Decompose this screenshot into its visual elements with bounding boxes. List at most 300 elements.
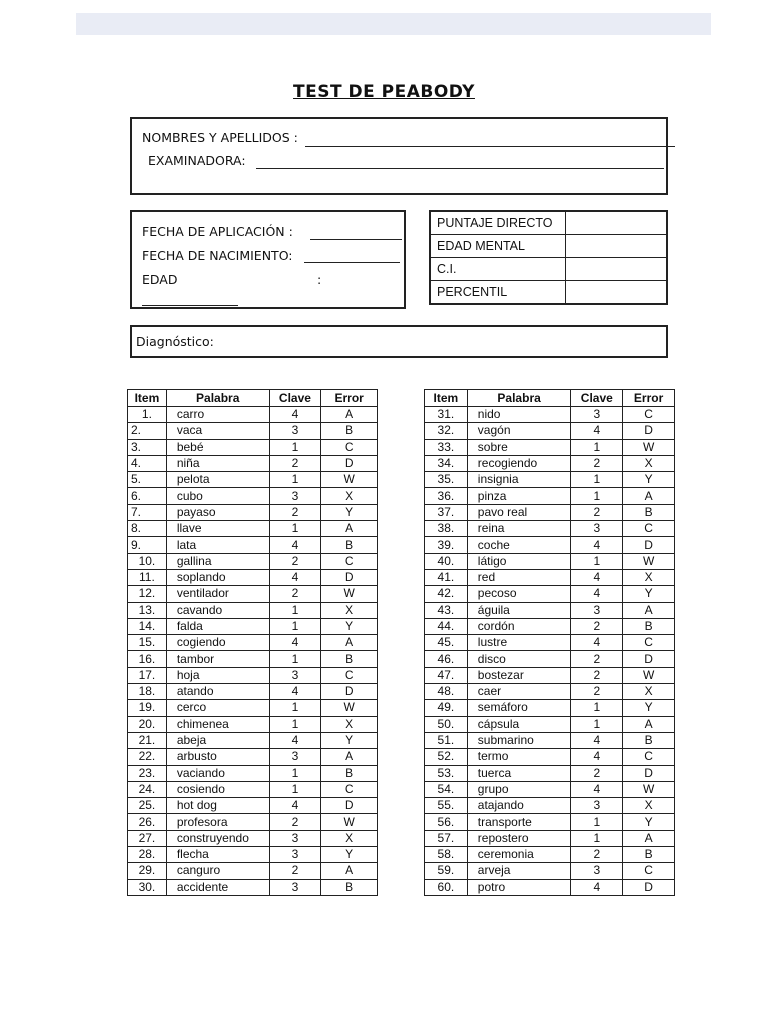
item-row	[425, 847, 675, 863]
item-key: 3	[571, 407, 623, 423]
item-error: D	[321, 569, 378, 585]
score-value-cell	[566, 258, 668, 281]
item-key: 2	[571, 847, 623, 863]
item-error: B	[321, 537, 378, 553]
column-header: Palabra	[166, 390, 269, 407]
item-word: repostero	[467, 830, 571, 846]
item-error: X	[623, 798, 675, 814]
item-key: 4	[571, 879, 623, 895]
fecha-aplicacion-label: FECHA DE APLICACIÓN :	[142, 224, 293, 239]
item-row	[128, 651, 378, 667]
item-word: pecoso	[467, 586, 571, 602]
item-key: 4	[269, 798, 321, 814]
item-word: red	[467, 569, 571, 585]
item-error: D	[321, 798, 378, 814]
item-key: 3	[269, 488, 321, 504]
item-number: 44.	[425, 618, 468, 634]
item-number: 39.	[425, 537, 468, 553]
item-key: 1	[571, 830, 623, 846]
item-error: X	[321, 602, 378, 618]
item-error: A	[321, 407, 378, 423]
item-key: 3	[269, 423, 321, 439]
item-row	[425, 521, 675, 537]
item-error: D	[623, 765, 675, 781]
item-word: vaciando	[166, 765, 269, 781]
item-key: 1	[571, 814, 623, 830]
column-header: Error	[623, 390, 675, 407]
item-word: niña	[166, 455, 269, 471]
item-key: 1	[269, 472, 321, 488]
item-word: hot dog	[166, 798, 269, 814]
item-key: 2	[571, 667, 623, 683]
item-key: 1	[269, 716, 321, 732]
item-number: 9.	[128, 537, 167, 553]
item-number: 15.	[128, 635, 167, 651]
item-number: 16.	[128, 651, 167, 667]
item-key: 2	[269, 504, 321, 520]
item-number: 13.	[128, 602, 167, 618]
score-label: EDAD MENTAL	[430, 235, 566, 258]
item-row	[425, 700, 675, 716]
item-row	[128, 635, 378, 651]
item-error: A	[623, 716, 675, 732]
item-row	[425, 439, 675, 455]
item-number: 55.	[425, 798, 468, 814]
item-key: 2	[571, 651, 623, 667]
item-word: cubo	[166, 488, 269, 504]
item-number: 14.	[128, 618, 167, 634]
item-word: coche	[467, 537, 571, 553]
item-row	[425, 765, 675, 781]
item-error: W	[321, 586, 378, 602]
item-word: semáforo	[467, 700, 571, 716]
item-word: arveja	[467, 863, 571, 879]
item-number: 60.	[425, 879, 468, 895]
item-error: Y	[321, 732, 378, 748]
item-word: vagón	[467, 423, 571, 439]
item-row	[425, 732, 675, 748]
item-row	[425, 814, 675, 830]
item-row	[425, 635, 675, 651]
item-row	[425, 407, 675, 423]
edad-label: EDAD	[142, 272, 178, 287]
item-error: X	[321, 716, 378, 732]
item-error: X	[321, 488, 378, 504]
item-error: C	[321, 781, 378, 797]
item-key: 1	[269, 521, 321, 537]
item-word: transporte	[467, 814, 571, 830]
item-number: 17.	[128, 667, 167, 683]
item-row	[128, 407, 378, 423]
item-number: 45.	[425, 635, 468, 651]
item-number: 31.	[425, 407, 468, 423]
item-key: 3	[269, 667, 321, 683]
item-number: 25.	[128, 798, 167, 814]
item-word: recogiendo	[467, 455, 571, 471]
item-error: B	[623, 847, 675, 863]
item-error: A	[321, 521, 378, 537]
item-number: 56.	[425, 814, 468, 830]
item-row	[128, 863, 378, 879]
item-number: 50.	[425, 716, 468, 732]
item-key: 3	[571, 863, 623, 879]
item-error: C	[623, 749, 675, 765]
item-row	[128, 732, 378, 748]
fecha-nacimiento-line	[304, 262, 400, 263]
column-header: Item	[425, 390, 468, 407]
item-row	[425, 879, 675, 895]
item-error: C	[623, 407, 675, 423]
viewer-toolbar	[76, 13, 711, 35]
item-error: Y	[321, 504, 378, 520]
nombres-line	[305, 146, 675, 147]
identification-box	[130, 117, 668, 195]
item-error: X	[623, 455, 675, 471]
item-key: 3	[269, 879, 321, 895]
item-number: 30.	[128, 879, 167, 895]
item-word: reina	[467, 521, 571, 537]
item-word: abeja	[166, 732, 269, 748]
item-row	[128, 814, 378, 830]
item-row	[128, 847, 378, 863]
item-row	[425, 798, 675, 814]
item-error: A	[321, 863, 378, 879]
item-word: vaca	[166, 423, 269, 439]
item-key: 4	[571, 635, 623, 651]
item-error: Y	[321, 847, 378, 863]
item-row	[425, 781, 675, 797]
item-row	[425, 667, 675, 683]
item-number: 12.	[128, 586, 167, 602]
item-row	[128, 749, 378, 765]
item-row	[128, 537, 378, 553]
item-key: 2	[269, 863, 321, 879]
item-error: X	[321, 830, 378, 846]
item-word: pinza	[467, 488, 571, 504]
item-key: 4	[269, 407, 321, 423]
item-error: X	[623, 569, 675, 585]
item-word: potro	[467, 879, 571, 895]
score-value-cell	[566, 281, 668, 305]
item-word: cerco	[166, 700, 269, 716]
item-row	[128, 488, 378, 504]
item-error: B	[623, 618, 675, 634]
item-number: 52.	[425, 749, 468, 765]
item-error: B	[623, 504, 675, 520]
item-row	[128, 423, 378, 439]
item-number: 27.	[128, 830, 167, 846]
item-key: 2	[571, 504, 623, 520]
nombres-label: NOMBRES Y APELLIDOS :	[142, 130, 298, 145]
item-key: 4	[571, 423, 623, 439]
item-number: 57.	[425, 830, 468, 846]
item-key: 1	[269, 602, 321, 618]
column-header: Clave	[269, 390, 321, 407]
score-row	[430, 235, 667, 258]
item-key: 1	[269, 618, 321, 634]
item-word: submarino	[467, 732, 571, 748]
item-number: 10.	[128, 553, 167, 569]
item-key: 1	[269, 781, 321, 797]
item-word: chimenea	[166, 716, 269, 732]
item-number: 32.	[425, 423, 468, 439]
item-word: gallina	[166, 553, 269, 569]
item-word: flecha	[166, 847, 269, 863]
item-word: cogiendo	[166, 635, 269, 651]
item-error: W	[623, 439, 675, 455]
item-word: llave	[166, 521, 269, 537]
items-table-right	[424, 389, 675, 896]
item-error: D	[321, 455, 378, 471]
item-number: 2.	[128, 423, 167, 439]
item-row	[128, 439, 378, 455]
diagnostico-label: Diagnóstico:	[136, 334, 214, 349]
item-number: 58.	[425, 847, 468, 863]
item-row	[128, 667, 378, 683]
item-error: D	[321, 684, 378, 700]
item-number: 8.	[128, 521, 167, 537]
item-row	[128, 781, 378, 797]
item-key: 1	[269, 700, 321, 716]
item-row	[128, 700, 378, 716]
item-number: 22.	[128, 749, 167, 765]
item-row	[425, 830, 675, 846]
item-word: cápsula	[467, 716, 571, 732]
item-word: sobre	[467, 439, 571, 455]
item-key: 3	[269, 847, 321, 863]
item-error: B	[623, 732, 675, 748]
item-word: payaso	[166, 504, 269, 520]
item-word: tuerca	[467, 765, 571, 781]
item-word: lustre	[467, 635, 571, 651]
edad-colon: :	[317, 272, 322, 287]
item-number: 59.	[425, 863, 468, 879]
item-word: pelota	[166, 472, 269, 488]
item-key: 3	[269, 830, 321, 846]
item-row	[425, 602, 675, 618]
item-error: A	[321, 635, 378, 651]
item-number: 3.	[128, 439, 167, 455]
item-key: 4	[269, 635, 321, 651]
item-word: pavo real	[467, 504, 571, 520]
item-row	[425, 618, 675, 634]
item-number: 11.	[128, 569, 167, 585]
item-error: W	[623, 553, 675, 569]
item-key: 4	[571, 537, 623, 553]
item-error: W	[321, 814, 378, 830]
item-error: C	[623, 635, 675, 651]
score-row	[430, 281, 667, 305]
item-word: soplando	[166, 569, 269, 585]
examinadora-label: EXAMINADORA:	[148, 153, 246, 168]
item-error: B	[321, 651, 378, 667]
item-error: D	[623, 423, 675, 439]
item-key: 1	[571, 488, 623, 504]
item-word: lata	[166, 537, 269, 553]
item-row	[128, 798, 378, 814]
item-error: W	[321, 472, 378, 488]
item-row	[425, 553, 675, 569]
item-number: 43.	[425, 602, 468, 618]
item-error: A	[321, 749, 378, 765]
item-row	[128, 569, 378, 585]
item-row	[128, 684, 378, 700]
diagnostico-box	[130, 325, 668, 358]
item-word: grupo	[467, 781, 571, 797]
item-number: 42.	[425, 586, 468, 602]
item-number: 20.	[128, 716, 167, 732]
item-key: 3	[571, 602, 623, 618]
item-key: 1	[571, 716, 623, 732]
item-row	[128, 765, 378, 781]
scores-table	[429, 210, 668, 305]
item-word: construyendo	[166, 830, 269, 846]
item-row	[128, 716, 378, 732]
item-number: 18.	[128, 684, 167, 700]
item-key: 4	[571, 732, 623, 748]
item-key: 4	[571, 586, 623, 602]
item-word: látigo	[467, 553, 571, 569]
score-label: PUNTAJE DIRECTO	[430, 211, 566, 235]
item-number: 54.	[425, 781, 468, 797]
item-row	[128, 553, 378, 569]
item-word: ceremonia	[467, 847, 571, 863]
item-error: Y	[623, 472, 675, 488]
item-number: 38.	[425, 521, 468, 537]
item-key: 4	[269, 684, 321, 700]
item-error: C	[321, 553, 378, 569]
item-error: A	[623, 488, 675, 504]
item-row	[425, 455, 675, 471]
item-key: 2	[571, 684, 623, 700]
item-word: ventilador	[166, 586, 269, 602]
item-number: 29.	[128, 863, 167, 879]
item-word: bebé	[166, 439, 269, 455]
item-error: D	[623, 651, 675, 667]
item-key: 3	[571, 798, 623, 814]
item-word: águila	[467, 602, 571, 618]
score-label: C.I.	[430, 258, 566, 281]
item-number: 37.	[425, 504, 468, 520]
item-row	[425, 504, 675, 520]
document-title: TEST DE PEABODY	[293, 82, 475, 102]
item-error: Y	[623, 586, 675, 602]
item-error: Y	[321, 618, 378, 634]
item-word: caer	[467, 684, 571, 700]
item-word: atando	[166, 684, 269, 700]
item-number: 35.	[425, 472, 468, 488]
item-number: 36.	[425, 488, 468, 504]
item-number: 5.	[128, 472, 167, 488]
item-key: 1	[571, 472, 623, 488]
item-word: cordón	[467, 618, 571, 634]
edad-line	[142, 305, 238, 306]
item-error: X	[623, 684, 675, 700]
item-key: 2	[571, 765, 623, 781]
item-key: 1	[571, 439, 623, 455]
item-key: 1	[571, 700, 623, 716]
item-key: 2	[269, 586, 321, 602]
column-header: Clave	[571, 390, 623, 407]
item-key: 4	[269, 537, 321, 553]
item-row	[128, 455, 378, 471]
item-word: termo	[467, 749, 571, 765]
item-error: B	[321, 765, 378, 781]
item-key: 1	[269, 765, 321, 781]
dates-box	[130, 210, 406, 309]
item-row	[425, 651, 675, 667]
item-row	[128, 830, 378, 846]
score-label: PERCENTIL	[430, 281, 566, 305]
item-key: 2	[269, 455, 321, 471]
item-key: 1	[269, 439, 321, 455]
item-key: 4	[571, 569, 623, 585]
item-row	[425, 569, 675, 585]
item-row	[425, 749, 675, 765]
item-row	[128, 586, 378, 602]
item-error: A	[623, 602, 675, 618]
item-key: 2	[571, 455, 623, 471]
item-key: 1	[269, 651, 321, 667]
item-key: 4	[269, 569, 321, 585]
column-header: Palabra	[467, 390, 571, 407]
item-key: 4	[571, 749, 623, 765]
item-error: D	[623, 879, 675, 895]
item-row	[425, 586, 675, 602]
item-error: A	[623, 830, 675, 846]
item-word: tambor	[166, 651, 269, 667]
item-number: 51.	[425, 732, 468, 748]
item-key: 2	[571, 618, 623, 634]
item-word: hoja	[166, 667, 269, 683]
item-number: 26.	[128, 814, 167, 830]
score-row	[430, 211, 667, 235]
item-error: C	[321, 667, 378, 683]
score-row	[430, 258, 667, 281]
item-word: falda	[166, 618, 269, 634]
item-number: 23.	[128, 765, 167, 781]
item-word: profesora	[166, 814, 269, 830]
item-key: 4	[571, 781, 623, 797]
item-key: 3	[269, 749, 321, 765]
item-word: arbusto	[166, 749, 269, 765]
item-key: 2	[269, 814, 321, 830]
item-number: 48.	[425, 684, 468, 700]
item-row	[425, 716, 675, 732]
item-row	[128, 879, 378, 895]
item-error: W	[623, 667, 675, 683]
item-key: 3	[571, 521, 623, 537]
item-number: 33.	[425, 439, 468, 455]
item-row	[425, 684, 675, 700]
item-error: C	[623, 863, 675, 879]
item-word: canguro	[166, 863, 269, 879]
item-row	[128, 602, 378, 618]
item-number: 46.	[425, 651, 468, 667]
score-value-cell	[566, 235, 668, 258]
item-row	[425, 537, 675, 553]
item-word: disco	[467, 651, 571, 667]
item-word: cavando	[166, 602, 269, 618]
item-word: carro	[166, 407, 269, 423]
item-number: 6.	[128, 488, 167, 504]
item-row	[128, 504, 378, 520]
item-error: W	[623, 781, 675, 797]
item-number: 21.	[128, 732, 167, 748]
item-word: nido	[467, 407, 571, 423]
item-error: Y	[623, 700, 675, 716]
item-error: B	[321, 879, 378, 895]
